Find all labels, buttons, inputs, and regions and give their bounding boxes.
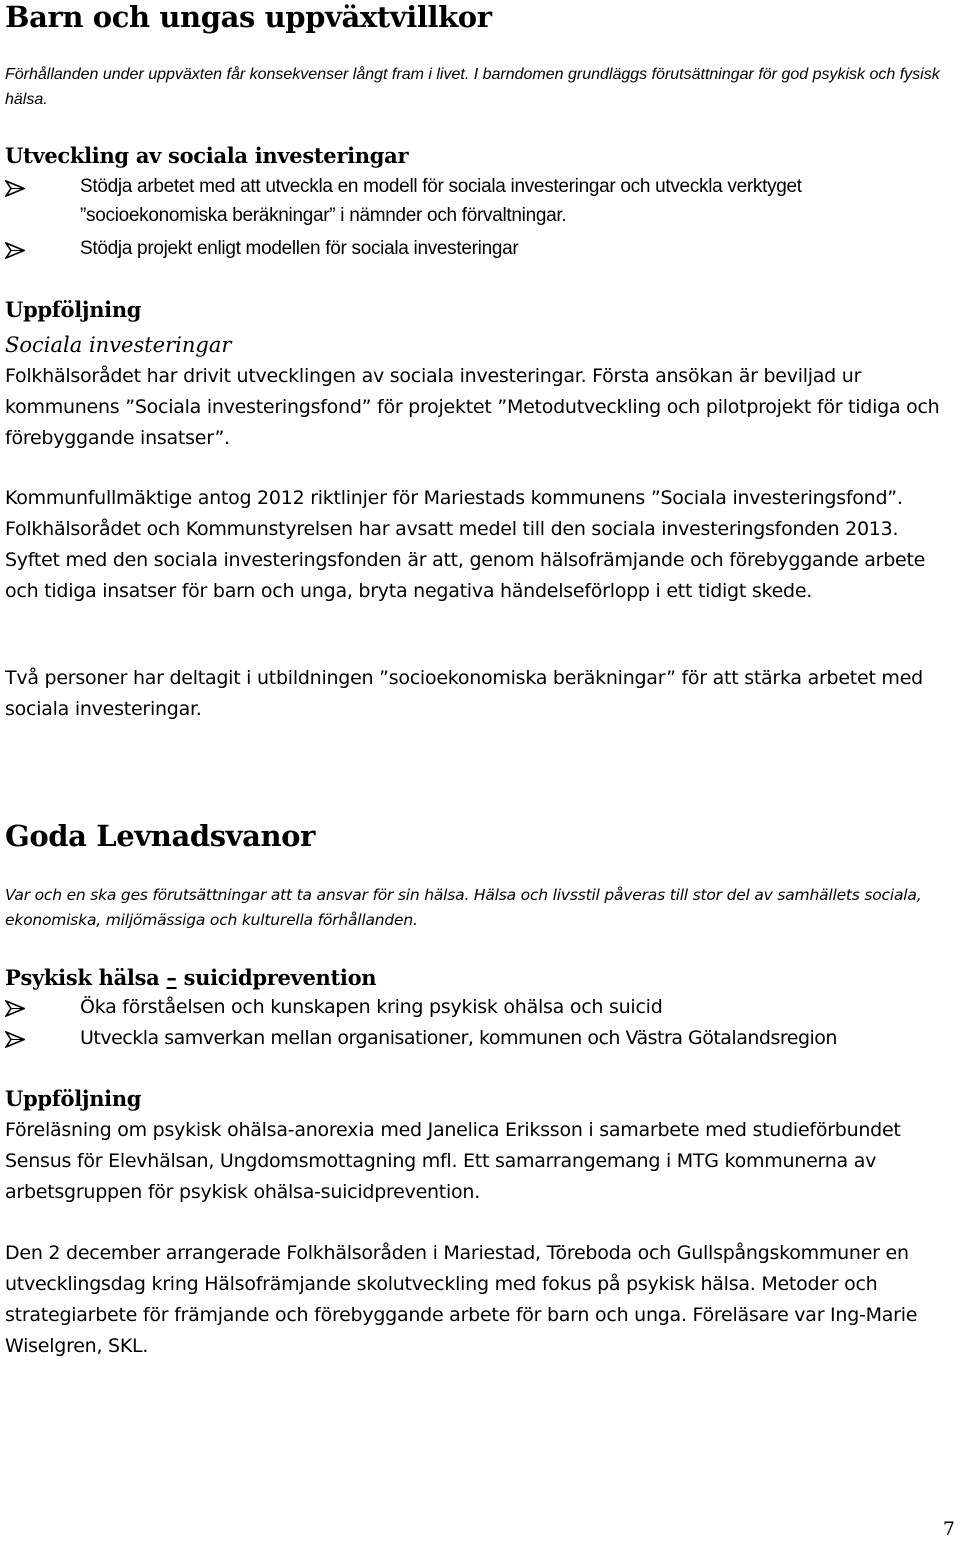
section-intro: Förhållanden under uppväxten får konsekvenser långt fram i livet. I barndomen grundläggs förutsättningar för god psykisk och fysisk hälsa. — [5, 66, 940, 108]
paragraph: Kommunfullmäktige antog 2012 riktlinjer för Mariestads kommunens ”Sociala investeringsfond”. Folkhälsorådet och Kommunstyrelsen har avsatt medel till den sociala investeringsfonden 2013. Syftet med den sociala investeringsfonden är att, genom hälsofrämjande och förebyggande arbete och tidiga insatser för barn och unga, bryta negativa händelseförlopp i ett tidigt skede. — [5, 487, 926, 602]
followup-heading: Uppföljning — [5, 1086, 142, 1111]
arrowhead-bullet-icon — [5, 992, 80, 1023]
bullet-text: Stödja projekt enligt modellen för sociala investeringar — [80, 238, 519, 259]
bullet-item — [5, 1023, 950, 1054]
arrowhead-bullet-icon — [5, 172, 80, 230]
subheading: Utveckling av sociala investeringar — [5, 143, 409, 168]
paragraph: Folkhälsorådet har drivit utvecklingen av sociala investeringar. Första ansökan är beviljad ur kommunens ”Sociala investeringsfond” för projektet ”Metodutveckling och pilotprojekt för tidiga och förebyggande insatser”. — [5, 365, 940, 449]
followup-subheading: Sociala investeringar — [5, 333, 232, 357]
paragraph: Den 2 december arrangerade Folkhälsoråden i Mariestad, Töreboda och Gullspångskommuner en utvecklingsdag kring Hälsofrämjande skolutveckling med fokus på psykisk hälsa. Metoder och strategiarbete för främjande och förebyggande arbete för barn och unga. Föreläsare var Ing-Marie Wiselgren, SKL. — [5, 1242, 918, 1357]
section-intro: Var och en ska ges förutsättningar att ta ansvar för sin hälsa. Hälsa och livsstil påveras till stor del av samhällets sociala, ekonomiska, miljömässiga och kulturella förhållanden. — [5, 886, 922, 929]
bullet-text: Utveckla samverkan mellan organisationer, kommunen och Västra Götalandsregion — [80, 1027, 837, 1049]
subheading — [5, 965, 376, 991]
bullet-text: Öka förståelsen och kunskapen kring psykisk ohälsa och suicid — [80, 996, 663, 1018]
bullet-item — [5, 992, 950, 1023]
section-title: Goda Levnadsvanor — [5, 819, 315, 853]
bullet-text: Stödja arbetet med att utveckla en modell för sociala investeringar och utveckla verktyget ”socioekonomiska beräkningar” i nämnder och förvaltningar. — [80, 176, 802, 226]
page-number: 7 — [942, 1518, 955, 1540]
followup-heading: Uppföljning — [5, 297, 142, 322]
paragraph: Två personer har deltagit i utbildningen ”socioekonomiska beräkningar” för att stärka arbetet med sociala investeringar. — [5, 667, 923, 720]
arrowhead-bullet-icon — [5, 234, 80, 263]
subheading-part: Psykisk hälsa — [5, 965, 167, 990]
arrowhead-bullet-icon — [5, 1023, 80, 1054]
subheading-part: suicidprevention — [176, 965, 377, 990]
subheading-dash: – — [166, 965, 177, 990]
bullet-item — [5, 172, 950, 230]
section-title: Barn och ungas uppväxtvillkor — [5, 0, 492, 34]
bullet-item — [5, 234, 950, 263]
paragraph: Föreläsning om psykisk ohälsa-anorexia med Janelica Eriksson i samarbete med studieförbundet Sensus för Elevhälsan, Ungdomsmottagning mfl. Ett samarrangemang i MTG kommunerna av arbetsgruppen för psykisk ohälsa-suicidprevention. — [5, 1119, 901, 1203]
